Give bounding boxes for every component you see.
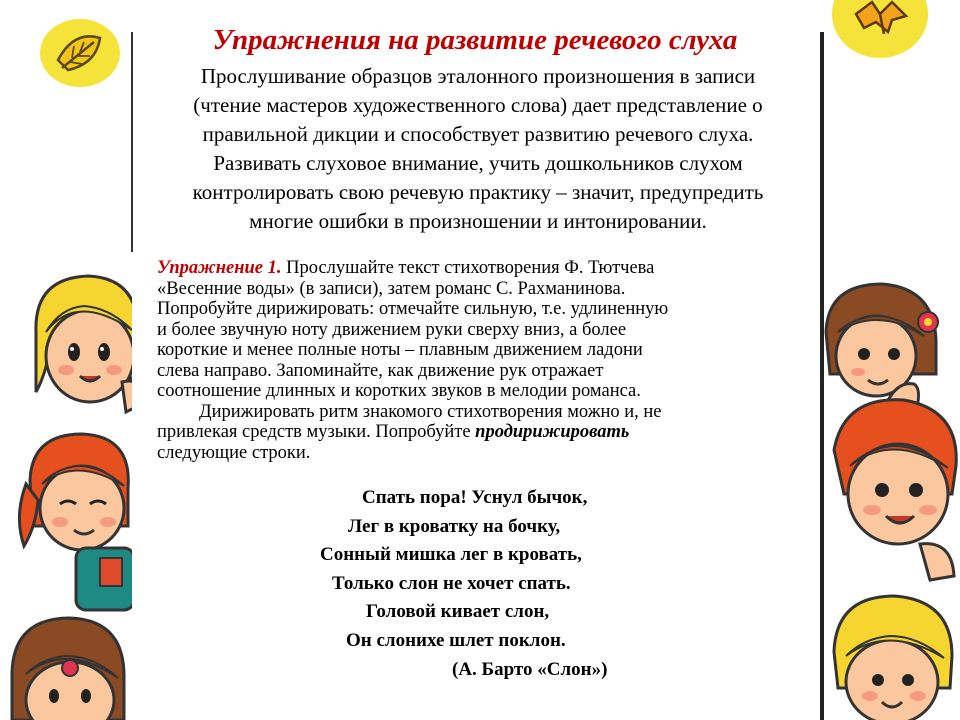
exercise-text: и более звучную ноту движением руки сверху вниз, а более [157, 319, 627, 340]
intro-line: Развивать слуховое внимание, учить дошкольников слухом [213, 151, 743, 175]
child-red-girl-left [16, 426, 140, 612]
exercise-text: короткие и менее полные ноты – плавным движением ладони [157, 340, 643, 360]
poem-line: Он слонихе шлет поклон. [346, 629, 566, 651]
exercise-text: Попробуйте дирижировать: отмечайте сильную, т.е. удлиненную [157, 299, 669, 319]
exercise-block [157, 258, 807, 463]
intro-line: многие ошибки в произношении и интонировании. [249, 209, 707, 233]
exercise-text: Прослушайте текст стихотворения Ф. Тютчева [281, 258, 655, 278]
leaf-badge-icon-right [830, 0, 930, 60]
intro-line: (чтение мастеров художественного слова) дает представление о [193, 93, 763, 117]
exercise-paragraph-1 [157, 258, 807, 402]
intro-line: Прослушивание образцов эталонного произношения в записи [200, 64, 756, 88]
poem-line: Только слон не хочет спать. [332, 572, 571, 594]
exercise-text: соотношение длинных и коротких звуков в мелодии романса. [157, 381, 641, 401]
page-edge-left [131, 32, 133, 252]
intro-paragraph [140, 62, 816, 236]
intro-line: контролировать свою речевую практику – значит, предупредить [192, 180, 764, 204]
exercise-text: Дирижировать ритм знакомого стихотворения можно и, не [199, 401, 662, 422]
exercise-text: следующие строки. [157, 442, 311, 463]
exercise-text: слева направо. Запоминайте, как движение рук отражает [157, 360, 604, 381]
page-title: Упражнения на развитие речевого слуха [212, 24, 738, 56]
poem-line: Головой кивает слон, [366, 601, 550, 623]
poem-line: Сонный мишка лег в кровать, [320, 544, 582, 566]
poem-line: Лег в кроватку на бочку, [348, 515, 561, 537]
poem-line: Спать пора! Уснул бычок, [362, 487, 588, 508]
leaf-badge-icon-left [38, 16, 122, 90]
exercise-label: Упражнение 1. [157, 258, 282, 278]
child-blonde-girl-left [26, 272, 144, 422]
exercise-text: «Весенние воды» (в записи), затем романс С. Рахманинова. [157, 278, 626, 299]
exercise-paragraph-2 [157, 402, 807, 464]
exercise-text: привлекая средств музыки. Попробуйте [157, 422, 476, 442]
poem-author: (А. Барто «Слон») [452, 658, 608, 680]
poem-block [150, 484, 810, 684]
child-brown-girl-left [0, 612, 136, 720]
exercise-emphasis: продирижировать [475, 422, 630, 442]
intro-line: правильной дикции и способствует развитию речевого слуха. [202, 122, 754, 146]
